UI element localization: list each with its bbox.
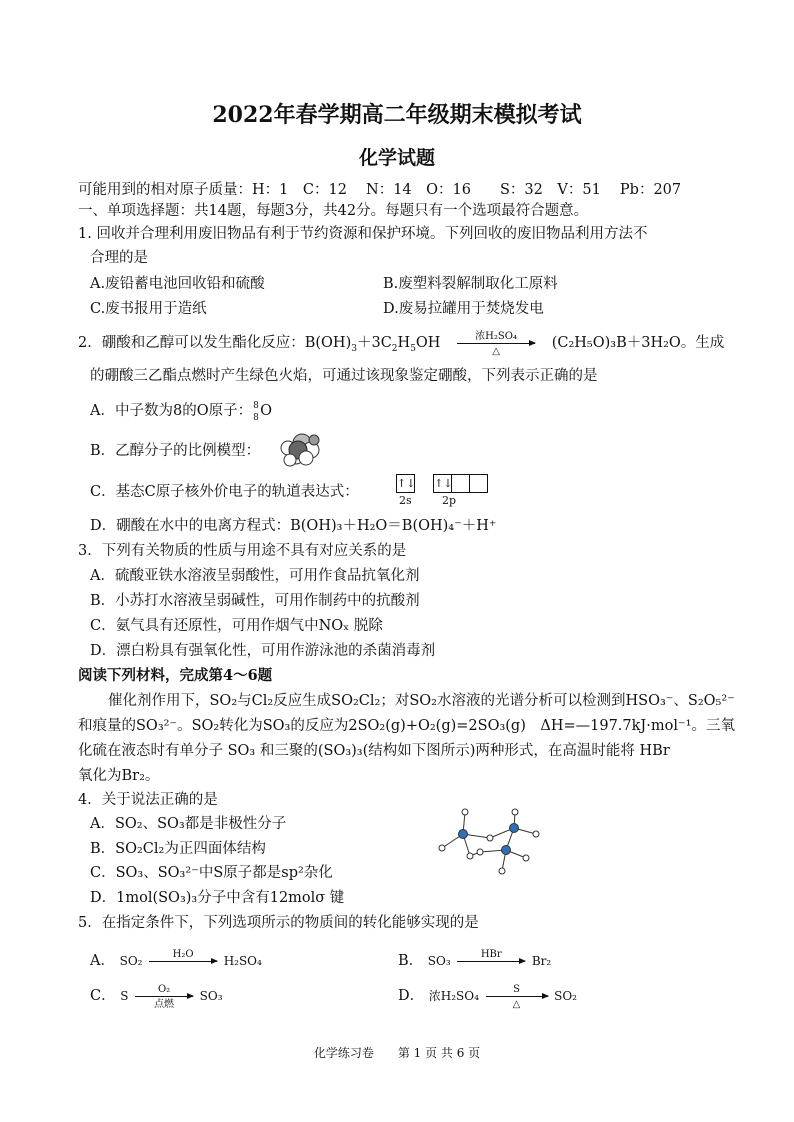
q3-option-c: C．氨气具有还原性，可用作烟气中NOₓ 脱除	[90, 618, 383, 634]
q1-option-a: A.废铅蓄电池回收铅和硫酸	[90, 276, 265, 292]
q5-option-c-condition-bottom: 点燃	[154, 998, 175, 1010]
q5-option-c-product: SO₃	[199, 989, 223, 1003]
q2-product: (C₂H₅O)₃B＋3H₂O。生成	[551, 335, 725, 351]
q2-option-a-mass-number: 8	[253, 401, 259, 411]
q2-option-c	[90, 482, 359, 502]
q5-stem: 5．在指定条件下，下列选项所示的物质间的转化能够实现的是	[78, 915, 479, 931]
q5-option-a-label: A．	[90, 953, 115, 969]
q2-option-a-text: A．中子数为8的O原子：	[90, 403, 253, 419]
q2-reactant-tail2: OH	[415, 335, 441, 351]
q1-option-d: D.废易拉罐用于焚烧发电	[383, 301, 544, 317]
q5-option-d-reactant: 浓H₂SO₄	[428, 989, 479, 1003]
page-subtitle: 化学试题	[358, 147, 435, 169]
page-title: 2022年春学期高二年级期末模拟考试	[212, 102, 582, 128]
q2-reactant-tail: H	[397, 335, 411, 351]
orbital-2p-box-3	[469, 474, 488, 493]
section-heading: 一、单项选择题：共14题，每题3分，共42分。每题只有一个选项最符合题意。	[78, 203, 589, 219]
q2-stem-mid: ＋3C	[356, 335, 392, 351]
q4-option-c: C．SO₃、SO₃²⁻中S原子都是sp²杂化	[90, 865, 333, 881]
q5-option-d-arrow	[486, 983, 548, 1010]
q5-option-d-condition-top: S	[513, 983, 520, 995]
q3-stem: 3．下列有关物质的性质与用途不具有对应关系的是	[78, 543, 407, 559]
q5-option-b	[398, 948, 552, 971]
q5-option-c-condition-top: O₂	[157, 983, 171, 995]
q5-option-b-label: B．	[398, 953, 424, 969]
q4-option-d: D．1mol(SO₃)₃分子中含有12molσ 键	[90, 890, 345, 906]
orbital-2p-box-1: ↑↓	[433, 474, 452, 493]
orbital-2s-box: ↑↓	[396, 474, 415, 493]
q4-stem: 4．关于说法正确的是	[78, 792, 218, 808]
q5-option-a-condition: H₂O	[172, 948, 194, 960]
q5-option-b-reactant: SO₃	[427, 954, 451, 968]
q5-option-a-reactant: SO₂	[119, 954, 143, 968]
q2-arrow-condition-bottom: △	[492, 345, 500, 357]
q2-option-b	[90, 441, 260, 461]
q4-option-a: A．SO₂、SO₃都是非极性分子	[90, 816, 287, 832]
orbital-2s-label: 2s	[399, 494, 412, 507]
q5-option-b-product: Br₂	[531, 954, 552, 968]
reading-para-line3: 化硫在液态时有单分子 SO₃ 和三聚的(SO₃)₃(结构如下图所示)两种形式，在高温时能将 HBr	[78, 743, 670, 759]
q5-option-d-label: D．	[398, 988, 425, 1004]
q2-option-a	[90, 401, 274, 421]
q2-option-a-atomic-number: 8	[253, 413, 259, 423]
q1-option-b: B.废塑料裂解制取化工原料	[383, 276, 558, 292]
q2-option-c-text: C．基态C原子核外价电子的轨道表达式：	[90, 484, 359, 500]
q2-option-b-text: B．乙醇分子的比例模型：	[90, 443, 261, 459]
q4-option-b: B．SO₂Cl₂为正四面体结构	[90, 841, 266, 857]
q1-stem-line1: 1. 回收并合理利用废旧物品有利于节约资源和保护环境。下列回收的废旧物品利用方法不	[78, 226, 648, 242]
q2-arrow-condition-top: 浓H₂SO₄	[475, 330, 517, 342]
q5-option-a	[90, 948, 262, 971]
page-footer: 化学练习卷 第 1 页 共 6 页	[313, 1046, 481, 1060]
q3-option-d: D．漂白粉具有强氧化性，可用作游泳池的杀菌消毒剂	[90, 643, 436, 659]
q5-option-d	[398, 983, 577, 1010]
orbital-2p-box-2	[451, 474, 470, 493]
q5-option-a-product: H₂SO₄	[223, 954, 262, 968]
reading-para-line1: 催化剂作用下，SO₂与Cl₂反应生成SO₂Cl₂；对SO₂水溶液的光谱分析可以检测到HSO₃⁻、S₂O₅²⁻	[108, 693, 735, 709]
q2-stem-pre: 2．硼酸和乙醇可以发生酯化反应：B(OH)	[78, 335, 352, 351]
q1-option-c: C.废书报用于造纸	[90, 301, 207, 317]
q5-option-c-label: C．	[90, 988, 116, 1004]
q5-option-c-reactant: S	[120, 989, 129, 1003]
q3-option-b: B．小苏打水溶液呈弱碱性，可用作制药中的抗酸剂	[90, 593, 420, 609]
reading-heading: 阅读下列材料，完成第4～6题	[78, 667, 273, 684]
so3-trimer-structure	[430, 800, 560, 880]
reading-para-line2: 和痕量的SO₃²⁻。SO₂转化为SO₃的反应为2SO₂(g)+O₂(g)=2SO₃(g) ΔH=—197.7kJ·mol⁻¹。三氧	[78, 718, 735, 734]
q3-option-a: A．硫酸亚铁水溶液呈弱酸性，可用作食品抗氧化剂	[90, 568, 420, 584]
orbital-2p-label: 2p	[442, 494, 457, 507]
q5-option-c-arrow	[135, 983, 193, 1010]
q2-stem-line2: 的硼酸三乙酯点燃时产生绿色火焰，可通过该现象鉴定硼酸，下列表示正确的是	[90, 368, 598, 384]
q5-option-d-product: SO₂	[554, 989, 577, 1003]
q5-option-d-condition-bottom: △	[512, 998, 521, 1010]
q1-stem-line2: 合理的是	[90, 250, 148, 266]
q2-option-d: D．硼酸在水中的电离方程式：B(OH)₃＋H₂O＝B(OH)₄⁻＋H⁺	[90, 518, 497, 534]
atomic-masses: 可能用到的相对原子质量：H：1 C：12 N：14 O：16 S：32 V：51 Pb：207	[78, 182, 682, 198]
reading-para-line4: 氧化为Br₂。	[78, 768, 160, 784]
q5-option-b-arrow	[457, 948, 525, 962]
q2-option-a-symbol: O	[260, 403, 272, 419]
q2-stem-line1: 2．硼酸和乙醇可以发生酯化反应：$B(OH)_3+3C_2H_5OH$ 浓H₂SO₄ △ (C₂H₅O)₃B＋3H₂O。生成	[78, 330, 725, 357]
ethanol-space-filling-model	[276, 430, 324, 470]
q5-option-c	[90, 983, 223, 1010]
q5-option-b-condition: HBr	[480, 948, 502, 960]
q5-option-a-arrow	[149, 948, 217, 962]
orbital-diagram	[397, 474, 488, 507]
q2-reaction-arrow	[457, 330, 535, 357]
